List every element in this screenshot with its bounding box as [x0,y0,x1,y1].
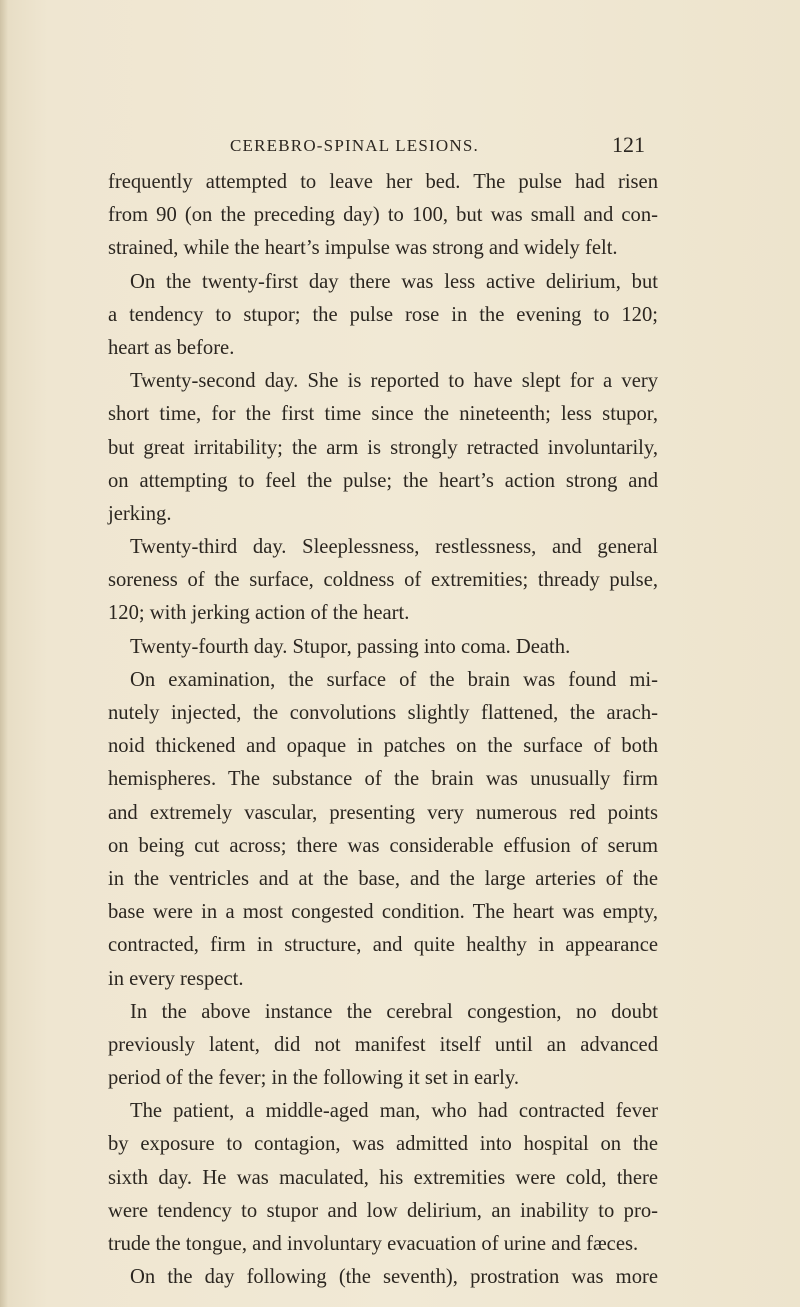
text-line: Twenty-fourth day. Stupor, passing into coma. Death. [130,635,571,658]
text-line: On the twenty-first day there was less active delirium, but [130,270,658,293]
running-head [0,132,800,162]
text-line: from 90 (on the preceding day) to 100, but was small and con- [108,204,658,227]
text-line: on being cut across; there was considerable effusion of serum [108,834,658,857]
text-line: jerking. [108,502,172,525]
page-gutter-shadow [0,0,8,1307]
text-line: strained, while the heart’s impulse was strong and widely felt. [108,237,618,260]
text-line: On the day following (the seventh), prostration was more [130,1266,658,1289]
text-line: a tendency to stupor; the pulse rose in the evening to 120; [108,303,658,326]
text-line: noid thickened and opaque in patches on the surface of both [108,735,658,758]
text-line: short time, for the first time since the nineteenth; less stupor, [108,403,658,426]
text-line: hemispheres. The substance of the brain was unusually firm [108,768,658,791]
text-line: by exposure to contagion, was admitted into hospital on the [108,1133,658,1156]
text-line: previously latent, did not manifest itself until an advanced [108,1033,658,1056]
text-line: Twenty-third day. Sleeplessness, restlessness, and general [130,536,658,559]
text-line: were tendency to stupor and low delirium, an inability to pro- [108,1199,658,1222]
text-line: 120; with jerking action of the heart. [108,602,410,625]
text-line: Twenty-second day. She is reported to have slept for a very [130,370,658,393]
text-line: on attempting to feel the pulse; the heart’s action strong and [108,469,658,492]
text-line: sixth day. He was maculated, his extremities were cold, there [108,1166,658,1189]
text-line: but great irritability; the arm is strongly retracted involuntarily, [108,436,658,459]
running-title: CEREBRO-SPINAL LESIONS. [230,136,479,155]
text-line: period of the fever; in the following it set in early. [108,1067,519,1090]
text-line: base were in a most congested condition. The heart was empty, [108,901,658,924]
text-line: soreness of the surface, coldness of extremities; thready pulse, [108,569,658,592]
text-line: The patient, a middle-aged man, who had contracted fever [130,1100,658,1123]
text-line: and extremely vascular, presenting very numerous red points [108,801,658,824]
text-line: heart as before. [108,336,235,359]
text-line: trude the tongue, and involuntary evacuation of urine and fæces. [108,1233,639,1255]
text-line: nutely injected, the convolutions slightly flattened, the arach- [108,702,658,724]
text-line: contracted, firm in structure, and quite healthy in appearance [108,934,658,957]
text-line: frequently attempted to leave her bed. The pulse had risen [108,171,658,193]
body-text [108,166,658,1294]
text-line: On examination, the surface of the brain was found mi- [130,668,658,691]
text-line: in every respect. [108,967,244,990]
text-line: in the ventricles and at the base, and the large arteries of the [108,867,658,890]
text-line: In the above instance the cerebral congestion, no doubt [130,1000,658,1023]
page-number: 121 [612,132,645,157]
